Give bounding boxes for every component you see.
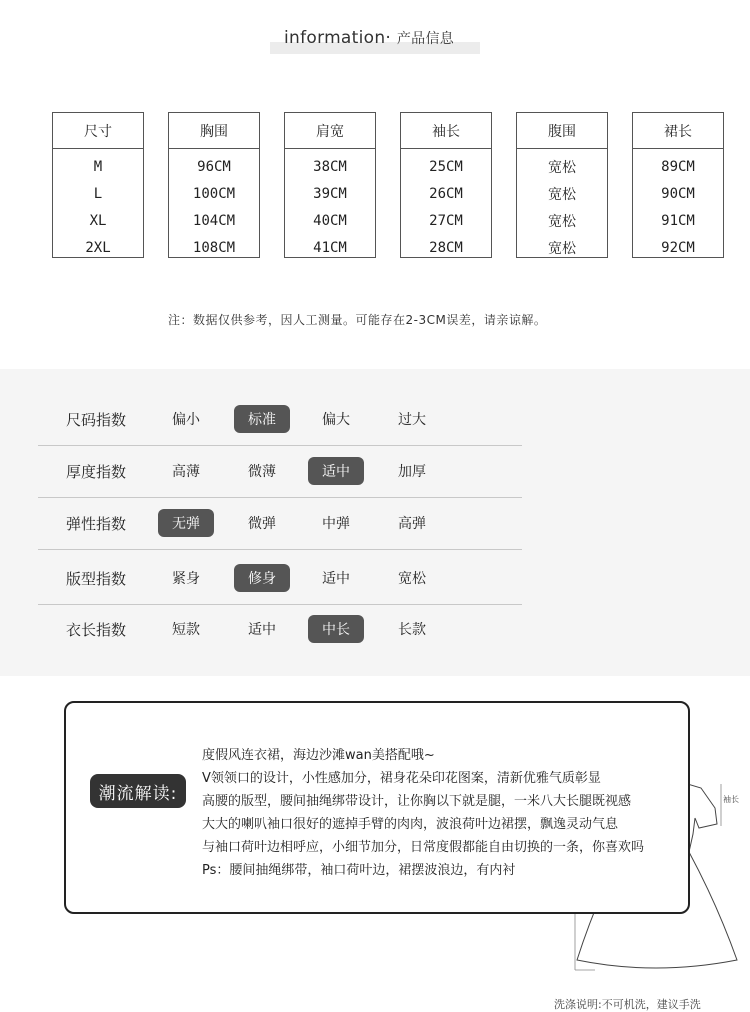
description-line: Ps：腰间抽绳绑带，袖口荷叶边，裙摆波浪边，有内衬 [202, 863, 516, 878]
size-column [168, 112, 260, 258]
index-option: 高弹 [398, 516, 426, 532]
index-option: 适中 [248, 622, 276, 638]
index-row [66, 405, 526, 433]
size-cell: 90CM [661, 185, 695, 202]
index-option: 紧身 [172, 571, 200, 587]
index-option-selected: 中长 [308, 615, 364, 643]
index-row-label: 衣长指数 [66, 620, 127, 639]
index-row [66, 457, 526, 485]
header-title [284, 28, 454, 48]
size-cell: 108CM [192, 239, 236, 256]
size-cell: L [93, 185, 103, 202]
index-option: 适中 [322, 571, 350, 587]
index-option-selected: 适中 [308, 457, 364, 485]
size-cell: 104CM [192, 212, 236, 229]
size-cell: 宽松 [548, 186, 576, 203]
description-line: 高腰的版型，腰间抽绳绑带设计，让你胸以下就是腿，一米八大长腿既视感 [202, 794, 632, 809]
measurement-note: 注：数据仅供参考，因人工测量。可能存在2-3CM误差，请亲谅解。 [168, 313, 547, 327]
index-option: 微弹 [248, 516, 276, 532]
index-option: 偏大 [322, 412, 350, 428]
size-cell: 40CM [313, 212, 347, 229]
description-text [202, 744, 682, 882]
index-option: 高薄 [172, 464, 200, 480]
section-header [270, 28, 480, 54]
index-row-label: 厚度指数 [66, 462, 127, 481]
header-title-en: information· [284, 28, 392, 48]
index-row-label: 版型指数 [66, 569, 127, 588]
index-row [66, 615, 526, 643]
size-column [632, 112, 724, 258]
header-title-cn: 产品信息 [396, 31, 455, 47]
size-cell: 100CM [192, 185, 236, 202]
sleeve-label: 袖长 [723, 795, 739, 804]
index-option-selected: 标准 [234, 405, 290, 433]
wash-instructions: 洗涤说明:不可机洗，建议手洗 [554, 998, 701, 1011]
size-cell: 28CM [429, 239, 463, 256]
index-option-selected: 修身 [234, 564, 290, 592]
description-line: V领领口的设计，小性感加分，裙身花朵印花图案，清新优雅气质彰显 [202, 771, 601, 786]
description-line: 度假风连衣裙，海边沙滩wan美搭配哦~ [202, 748, 435, 763]
size-column [284, 112, 376, 258]
index-row [66, 564, 526, 592]
index-row-label: 弹性指数 [66, 514, 127, 533]
size-column-header: 胸围 [169, 113, 259, 149]
index-option: 微薄 [248, 464, 276, 480]
size-column-header: 尺寸 [53, 113, 143, 149]
index-row [66, 509, 526, 537]
size-cell: 89CM [661, 158, 695, 175]
index-divider [38, 497, 522, 498]
description-badge: 潮流解读: [90, 774, 186, 808]
index-option: 宽松 [398, 571, 426, 587]
size-cell: 27CM [429, 212, 463, 229]
index-divider [38, 549, 522, 550]
index-divider [38, 604, 522, 605]
size-cell: 39CM [313, 185, 347, 202]
description-line: 大大的喇叭袖口很好的遮掉手臂的肉肉，波浪荷叶边裙摆，飘逸灵动气息 [202, 817, 619, 832]
index-divider [38, 445, 522, 446]
size-cell: M [93, 158, 103, 175]
index-option: 短款 [172, 622, 200, 638]
size-cell: 96CM [197, 158, 231, 175]
index-option: 过大 [398, 412, 426, 428]
size-column-header: 肩宽 [285, 113, 375, 149]
size-cell: XL [89, 212, 107, 229]
size-cell: 宽松 [548, 240, 576, 257]
size-column-header: 裙长 [633, 113, 723, 149]
description-line: 与袖口荷叶边相呼应，小细节加分，日常度假都能自由切换的一条，你喜欢吗 [202, 840, 645, 855]
size-cell: 2XL [85, 239, 111, 256]
size-cell: 宽松 [548, 159, 576, 176]
size-column [400, 112, 492, 258]
size-cell: 92CM [661, 239, 695, 256]
index-option: 中弹 [322, 516, 350, 532]
size-cell: 38CM [313, 158, 347, 175]
size-cell: 25CM [429, 158, 463, 175]
size-cell: 26CM [429, 185, 463, 202]
index-option: 加厚 [398, 464, 426, 480]
size-cell: 41CM [313, 239, 347, 256]
size-table [52, 112, 724, 258]
index-row-label: 尺码指数 [66, 410, 127, 429]
size-cell: 91CM [661, 212, 695, 229]
size-column-header: 袖长 [401, 113, 491, 149]
index-option: 偏小 [172, 412, 200, 428]
size-column [516, 112, 608, 258]
index-option: 长款 [398, 622, 426, 638]
size-column-header: 腹围 [517, 113, 607, 149]
size-column [52, 112, 144, 258]
index-option-selected: 无弹 [158, 509, 214, 537]
size-cell: 宽松 [548, 213, 576, 230]
